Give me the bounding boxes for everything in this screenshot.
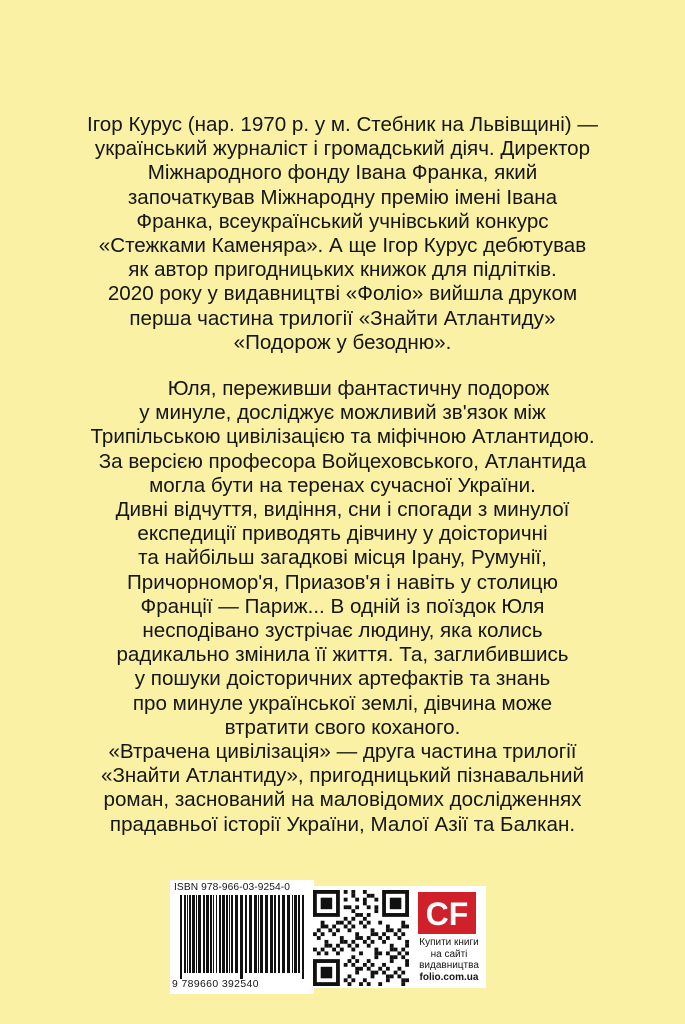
annotation-line: втратити свого коханого. bbox=[224, 715, 461, 739]
isbn-number: ISBN 978-966-03-9254-0 bbox=[174, 882, 291, 893]
isbn-barcode-panel bbox=[170, 880, 314, 994]
annotation-line: Дивні відчуття, видіння, сни і спогади з минулої bbox=[115, 498, 570, 522]
annotation-line: про минуле української землі, дівчина може bbox=[132, 691, 553, 715]
bio-line: започаткував Міжнародну премію імені Івана bbox=[127, 185, 558, 209]
publisher-site-link[interactable]: folio.com.ua bbox=[419, 971, 479, 983]
qr-code-panel bbox=[311, 886, 412, 988]
annotation-line: «Втрачена цивілізація» — друга частина трилогії bbox=[108, 740, 577, 764]
bio-line: як автор пригодницьких книжок для підлітків. bbox=[128, 258, 557, 282]
publisher-caption bbox=[412, 937, 486, 983]
qr-code-icon[interactable] bbox=[313, 890, 409, 986]
bio-line: Міжнародного фонду Івана Франка, який bbox=[147, 161, 538, 185]
annotation-line: та найбільш загадкові місця Ірану, Румунії, bbox=[138, 546, 547, 570]
annotation-line: прадавньої історії України, Малої Азії та Балкан. bbox=[109, 812, 576, 836]
book-annotation bbox=[40, 377, 645, 837]
annotation-line: Франції — Париж... В одній із поїздок Юля bbox=[140, 594, 545, 618]
barcode-digits: 9 789660 392540 bbox=[172, 979, 259, 990]
annotation-line: радикально змінила її життя. Та, заглибившись bbox=[116, 643, 569, 667]
annotation-line: «Знайти Атлантиду», пригодницький пізнавальний bbox=[101, 764, 584, 788]
bio-line: «Стежками Каменяра». А ще Ігор Курус дебютував bbox=[98, 234, 587, 258]
barcode-icon bbox=[178, 895, 308, 979]
cf-logo-icon bbox=[418, 892, 476, 934]
caption-line: видавництва bbox=[419, 960, 479, 972]
bio-line: «Подорож у безодню». bbox=[233, 330, 452, 354]
annotation-line: Причорномор'я, Приазов'я і навіть у столицю bbox=[126, 570, 558, 594]
annotation-line: роман, заснований на маловідомих дослідженнях bbox=[103, 788, 582, 812]
annotation-line: у пошуки доісторичних артефактів та знань bbox=[134, 667, 551, 691]
author-bio bbox=[40, 113, 645, 355]
annotation-line: несподівано зустрічає людину, яка колись bbox=[142, 619, 543, 643]
annotation-line: Юля, переживши фантастичну подорож bbox=[167, 377, 550, 400]
bio-line: Франка, всеукраїнський учнівський конкурс bbox=[136, 209, 549, 233]
annotation-line: Трипільською цивілізацією та міфічною Атлантидою. bbox=[90, 425, 595, 449]
annotation-line: у минуле, досліджує можливий зв'язок між bbox=[139, 401, 546, 425]
logo-letters: CF bbox=[425, 896, 469, 932]
bio-line: Ігор Курус (нар. 1970 р. у м. Стебник на Львівщині) — bbox=[87, 113, 598, 136]
caption-line: Купити книги bbox=[419, 937, 479, 948]
bio-line: український журналіст і громадський діяч. Директор bbox=[94, 137, 591, 161]
annotation-line: могла бути на теренах сучасної України. bbox=[149, 473, 536, 497]
bio-line: 2020 року у видавництві «Фоліо» вийшла друком bbox=[107, 282, 578, 306]
publisher-panel bbox=[412, 886, 486, 988]
caption-line: на сайті bbox=[430, 948, 468, 960]
annotation-line: За версією професора Войцеховського, Атлантида bbox=[98, 449, 587, 473]
bio-line: перша частина трилогії «Знайти Атлантиду» bbox=[129, 306, 556, 330]
annotation-line: експедиції приводять дівчину у доісторичні bbox=[137, 522, 548, 546]
publisher-logo bbox=[418, 892, 476, 934]
